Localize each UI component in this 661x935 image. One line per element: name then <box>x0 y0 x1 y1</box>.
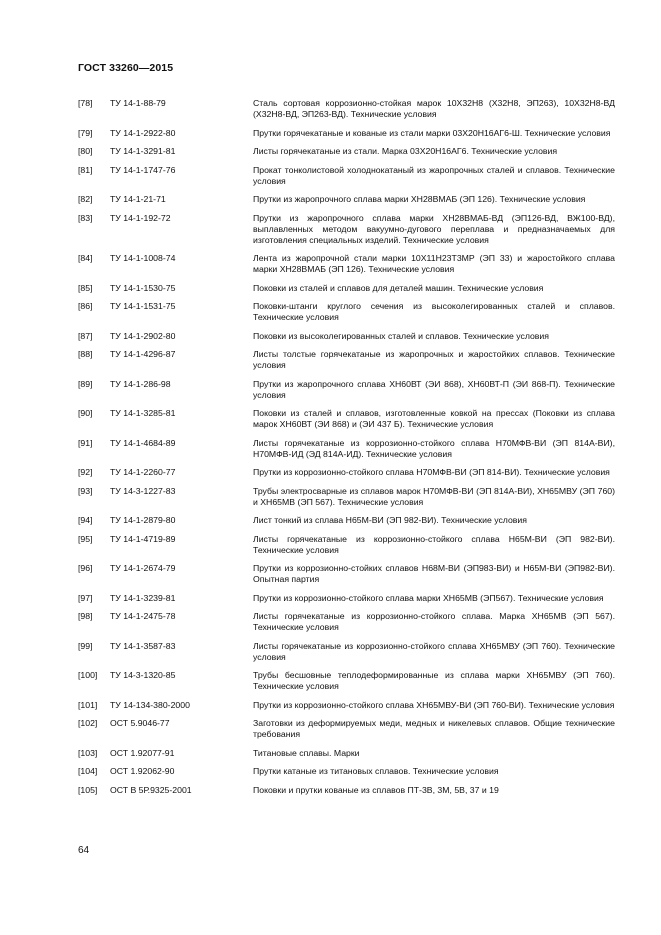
reference-number: [84] <box>78 253 93 263</box>
reference-row <box>78 213 615 246</box>
reference-row <box>78 641 615 663</box>
reference-number: [101] <box>78 699 98 710</box>
reference-code: ОСТ 1.92077-91 <box>110 747 175 758</box>
reference-code: ТУ 14-1-286-98 <box>110 378 171 389</box>
reference-number: [98] <box>78 611 93 621</box>
reference-title: Трубы бесшовные теплодеформированные из сплава марки ХН65МВУ (ЭП 760). Технические условия <box>253 670 615 691</box>
reference-code: ОСТ 5.9046-77 <box>110 718 170 728</box>
reference-title: Титановые сплавы. Марки <box>253 747 360 758</box>
reference-number: [95] <box>78 533 93 544</box>
reference-row <box>78 379 615 401</box>
reference-row <box>78 563 615 585</box>
reference-title: Поковки-штанги круглого сечения из высоколегированных сталей и сплавов. Технические условия <box>253 301 615 322</box>
reference-row <box>78 128 615 139</box>
reference-number: [97] <box>78 592 93 603</box>
reference-number: [105] <box>78 784 98 795</box>
reference-row <box>78 194 615 205</box>
reference-title: Лист тонкий из сплава Н65М-ВИ (ЭП 982-ВИ). Технические условия <box>253 515 527 525</box>
reference-number: [93] <box>78 485 93 496</box>
reference-title: Поковки и прутки кованые из сплавов ПТ-3В, 3М, 5В, 37 и 19 <box>253 784 499 795</box>
reference-title: Заготовки из деформируемых меди, медных и никелевых сплавов. Общие технические требования <box>253 718 615 739</box>
reference-number: [96] <box>78 563 93 573</box>
reference-code: ТУ 14-1-3587-83 <box>110 640 176 651</box>
reference-number: [102] <box>78 718 98 728</box>
reference-title: Прутки из коррозионно-стойкого сплава Н70МФВ-ВИ (ЭП 814-ВИ). Технические условия <box>253 467 610 477</box>
reference-title: Трубы электросварные из сплавов марок Н70МФВ-ВИ (ЭП 814А-ВИ), ХН65МВУ (ЭП 760) и ХН65МВ (ЭП 567). Технические условия <box>253 485 615 507</box>
reference-number: [78] <box>78 98 93 108</box>
reference-code: ТУ 14-1-1008-74 <box>110 253 176 263</box>
reference-row <box>78 766 615 777</box>
reference-title: Листы горячекатаные из коррозионно-стойкого сплава ХН65МВУ (ЭП 760). Технические условия <box>253 640 615 662</box>
reference-row <box>78 670 615 692</box>
reference-number: [88] <box>78 349 93 359</box>
page-number: 64 <box>78 845 90 856</box>
reference-title: Поковки из сталей и сплавов, изготовленные ковкой на прессах (Поковки из сплава марок ХН60ВТ (ЭИ 868) и (ЭИ 437 Б). Технические условия <box>253 408 615 429</box>
reference-title: Сталь сортовая коррозионно-стойкая марок 10Х32Н8 (Х32Н8, ЭП263), 10Х32Н8-ВД (Х32Н8-ВД, ЭП263-ВД). Технические условия <box>253 98 615 119</box>
reference-row <box>78 438 615 460</box>
reference-title: Листы горячекатаные из стали. Марка 03Х20Н16АГ6. Технические условия <box>253 146 558 156</box>
reference-row <box>78 301 615 323</box>
reference-code: ТУ 14-1-1531-75 <box>110 301 176 311</box>
reference-number: [91] <box>78 437 93 448</box>
reference-title: Прокат тонколистовой холоднокатаный из жаропрочных сталей и сплавов. Технические условия <box>253 164 615 186</box>
reference-number: [99] <box>78 640 93 651</box>
reference-row <box>78 611 615 633</box>
reference-code: ОСТ В 5Р.9325-2001 <box>110 784 192 795</box>
reference-code: ТУ 14-3-1320-85 <box>110 670 176 680</box>
reference-number: [79] <box>78 127 93 138</box>
reference-code: ТУ 14-1-3239-81 <box>110 592 176 603</box>
reference-title: Листы толстые горячекатаные из жаропрочных и жаростойких сплавов. Технические условия <box>253 349 615 370</box>
reference-number: [86] <box>78 301 93 311</box>
reference-code: ТУ 14-1-2902-80 <box>110 330 176 341</box>
reference-code: ТУ 14-1-1530-75 <box>110 282 176 293</box>
reference-code: ТУ 14-1-88-79 <box>110 98 166 108</box>
reference-code: ТУ 14-1-2674-79 <box>110 563 176 573</box>
reference-code: ТУ 14-1-2922-80 <box>110 127 176 138</box>
reference-number: [85] <box>78 282 93 293</box>
document-title: ГОСТ 33260—2015 <box>78 62 174 74</box>
reference-row <box>78 408 615 430</box>
reference-code: ТУ 14-1-4684-89 <box>110 437 176 448</box>
reference-code: ТУ 14-1-4719-89 <box>110 533 176 544</box>
reference-title: Прутки из коррозионно-стойкого сплава марки ХН65МВ (ЭП567). Технические условия <box>253 592 604 603</box>
reference-code: ТУ 14-1-1747-76 <box>110 164 176 175</box>
reference-code: ТУ 14-1-2475-78 <box>110 611 176 621</box>
reference-title: Прутки из жаропрочного сплава марки ХН28ВМАБ-ВД (ЭП126-ВД, ВЖ100-ВД), выплавленных методом вакуумно-дугового переплава и предназначаемых для изготовления специальных изделий. Технические условия <box>253 212 615 245</box>
reference-code: ТУ 14-1-4296-87 <box>110 349 176 359</box>
reference-title: Прутки из жаропрочного сплава ХН60ВТ (ЭИ 868), ХН60ВТ-П (ЭИ 868-П). Технические условия <box>253 378 615 400</box>
reference-number: [80] <box>78 146 93 156</box>
reference-row <box>78 146 615 157</box>
reference-code: ТУ 14-1-3291-81 <box>110 146 176 156</box>
reference-code: ТУ 14-1-2260-77 <box>110 467 176 477</box>
reference-row <box>78 467 615 478</box>
reference-row <box>78 98 615 120</box>
reference-row <box>78 253 615 275</box>
reference-number: [89] <box>78 378 93 389</box>
reference-number: [90] <box>78 408 93 418</box>
reference-title: Прутки из жаропрочного сплава марки ХН28ВМАБ (ЭП 126). Технические условия <box>253 194 586 204</box>
reference-row <box>78 534 615 556</box>
reference-title: Поковки из высоколегированных сталей и сплавов. Технические условия <box>253 330 549 341</box>
reference-number: [87] <box>78 330 93 341</box>
reference-row <box>78 593 615 604</box>
reference-code: ТУ 14-1-192-72 <box>110 212 171 223</box>
reference-number: [94] <box>78 515 93 525</box>
reference-number: [82] <box>78 194 93 204</box>
reference-code: ТУ 14-1-21-71 <box>110 194 166 204</box>
reference-code: ТУ 14-1-3285-81 <box>110 408 176 418</box>
reference-title: Листы горячекатаные из коррозионно-стойкого сплава. Марка ХН65МВ (ЭП 567). Технические условия <box>253 611 615 632</box>
reference-title: Листы горячекатаные из коррозионно-стойкого сплава Н70МФВ-ВИ (ЭП 814А-ВИ), Н70МФВ-ИД (ЭД 814А-ИД). Технические условия <box>253 437 615 459</box>
reference-title: Прутки горячекатаные и кованые из стали марки 03Х20Н16АГ6-Ш. Технические условия <box>253 127 611 138</box>
reference-title: Прутки из коррозионно-стойких сплавов Н68М-ВИ (ЭП983-ВИ) и Н65М-ВИ (ЭП982-ВИ). Опытная партия <box>253 563 615 584</box>
reference-number: [100] <box>78 670 98 680</box>
reference-number: [103] <box>78 747 98 758</box>
references-table <box>78 98 615 803</box>
reference-row <box>78 165 615 187</box>
reference-code: ОСТ 1.92062-90 <box>110 766 175 776</box>
reference-title: Прутки катаные из титановых сплавов. Технические условия <box>253 766 499 776</box>
reference-number: [104] <box>78 766 98 776</box>
reference-number: [83] <box>78 212 93 223</box>
reference-code: ТУ 14-1-2879-80 <box>110 515 176 525</box>
reference-row <box>78 486 615 508</box>
reference-number: [92] <box>78 467 93 477</box>
reference-row <box>78 748 615 759</box>
reference-row <box>78 700 615 711</box>
reference-number: [81] <box>78 164 93 175</box>
reference-title: Прутки из коррозионно-стойкого сплава ХН65МВУ-ВИ (ЭП 760-ВИ). Технические условия <box>253 699 615 710</box>
reference-row <box>78 515 615 526</box>
reference-code: ТУ 14-3-1227-83 <box>110 485 176 496</box>
reference-row <box>78 283 615 294</box>
reference-row <box>78 331 615 342</box>
reference-row <box>78 718 615 740</box>
reference-code: ТУ 14-134-380-2000 <box>110 699 190 710</box>
reference-row <box>78 785 615 796</box>
reference-title: Листы горячекатаные из коррозионно-стойкого сплава Н65М-ВИ (ЭП 982-ВИ). Технические условия <box>253 533 615 555</box>
reference-row <box>78 349 615 371</box>
reference-title: Поковки из сталей и сплавов для деталей машин. Технические условия <box>253 282 544 293</box>
reference-title: Лента из жаропрочной стали марки 10Х11Н23Т3МР (ЭП 33) и жаростойкого сплава марки ХН28ВМАБ (ЭП 126). Технические условия <box>253 253 615 274</box>
